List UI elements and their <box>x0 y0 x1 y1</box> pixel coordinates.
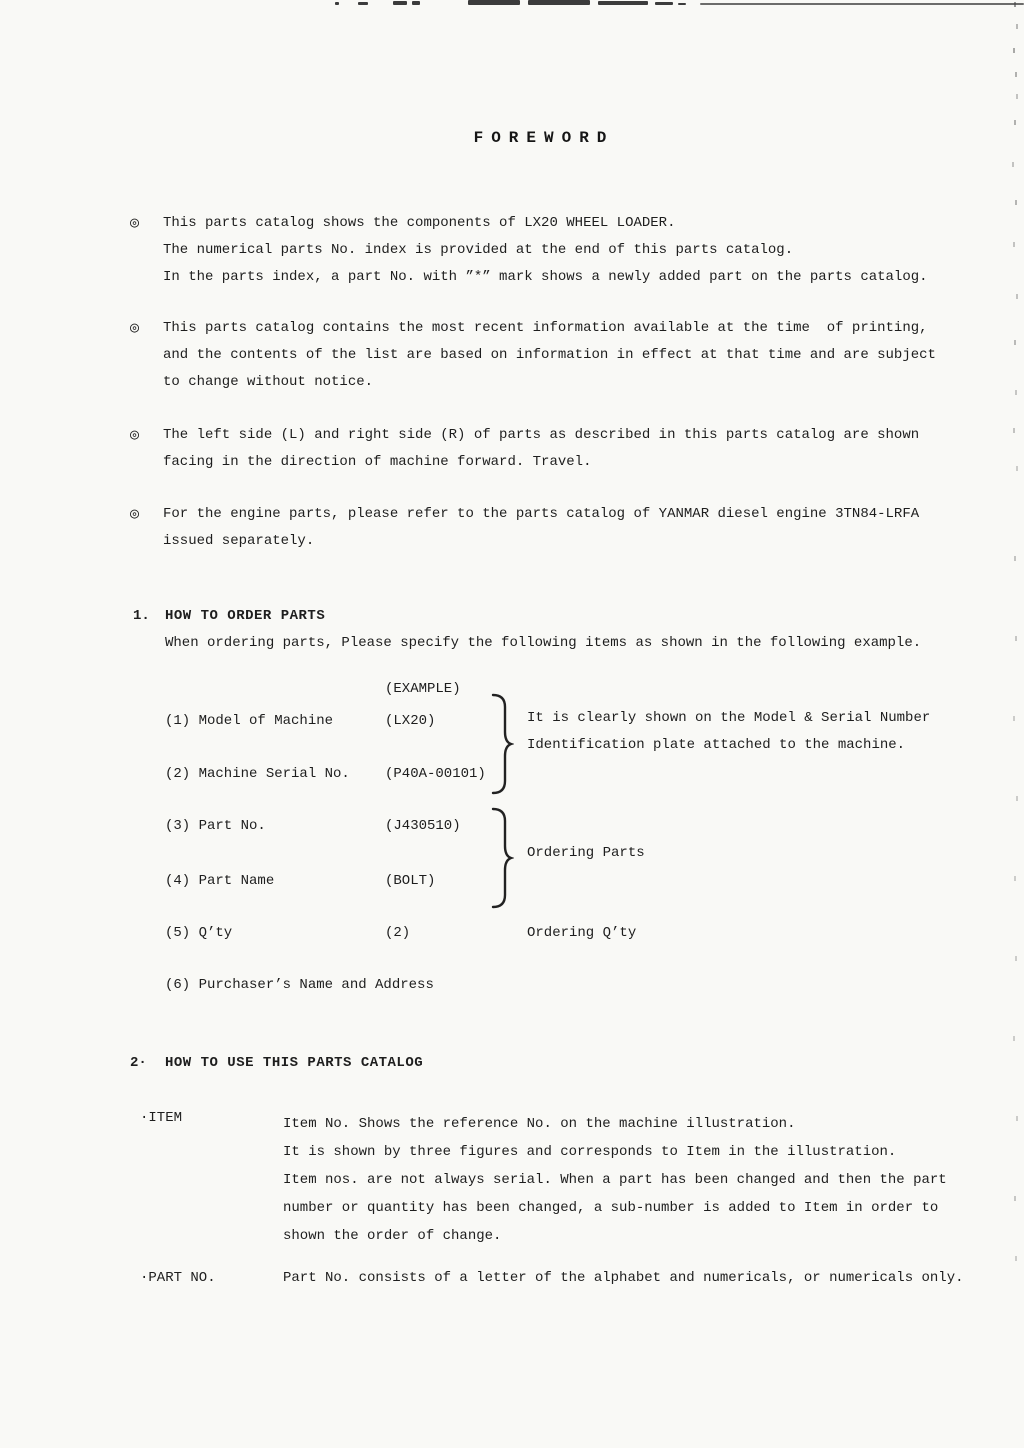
example-row-5-value: (2) <box>385 925 411 941</box>
bullet-icon: ◎ <box>130 506 140 523</box>
text-line: facing in the direction of machine forward. Travel. <box>163 454 592 470</box>
example-row-3-label: (3) Part No. <box>165 818 266 834</box>
bullet-text <box>163 315 936 396</box>
section-2-heading: HOW TO USE THIS PARTS CATALOG <box>165 1055 424 1071</box>
text-line: Item nos. are not always serial. When a part has been changed and then the part <box>283 1172 947 1188</box>
text-line: This parts catalog shows the components of LX20 WHEEL LOADER. <box>163 215 676 231</box>
example-label: (EXAMPLE) <box>385 681 461 697</box>
term-item-description <box>283 1110 947 1250</box>
example-row-5-label: (5) Q’ty <box>165 925 233 941</box>
text-line: This parts catalog contains the most recent information available at the time of printing, <box>163 320 928 336</box>
term-partno-label: ·PART NO. <box>140 1270 216 1286</box>
bullet-icon: ◎ <box>130 427 140 444</box>
foreword-bullet-1 <box>130 210 928 291</box>
text-line: In the parts index, a part No. with ”*” mark shows a newly added part on the parts catalog. <box>163 269 928 285</box>
term-partno-description: Part No. consists of a letter of the alphabet and numericals, or numericals only. <box>283 1270 964 1286</box>
section-2-number: 2· <box>130 1055 147 1071</box>
id-plate-note-line-1: It is clearly shown on the Model & Serial Number <box>527 710 931 726</box>
example-row-4-value: (BOLT) <box>385 873 436 889</box>
section-1-number: 1. <box>133 608 150 624</box>
bullet-text <box>163 501 919 555</box>
text-line: issued separately. <box>163 533 315 549</box>
example-row-2-value: (P40A-00101) <box>385 766 486 782</box>
text-line: It is shown by three figures and corresponds to Item in the illustration. <box>283 1144 897 1160</box>
example-row-2-label: (2) Machine Serial No. <box>165 766 350 782</box>
bullet-icon: ◎ <box>130 320 140 337</box>
text-line: shown the order of change. <box>283 1228 502 1244</box>
text-line: The left side (L) and right side (R) of parts as described in this parts catalog are shown <box>163 427 920 443</box>
text-line: The numerical parts No. index is provided at the end of this parts catalog. <box>163 242 794 258</box>
ordering-parts-note: Ordering Parts <box>527 845 645 861</box>
bullet-text <box>163 422 919 476</box>
brace-icon <box>490 806 514 910</box>
example-row-4-label: (4) Part Name <box>165 873 275 889</box>
example-row-1-value: (LX20) <box>385 713 436 729</box>
example-row-6-label: (6) Purchaser’s Name and Address <box>165 977 434 993</box>
text-line: and the contents of the list are based on information in effect at that time and are subject <box>163 347 936 363</box>
text-line: For the engine parts, please refer to the parts catalog of YANMAR diesel engine 3TN84-LRFA <box>163 506 920 522</box>
ordering-qty-note: Ordering Q’ty <box>527 925 637 941</box>
bullet-text <box>163 210 928 291</box>
section-1-intro: When ordering parts, Please specify the following items as shown in the following example. <box>165 635 922 651</box>
text-line: number or quantity has been changed, a sub-number is added to Item in order to <box>283 1200 939 1216</box>
foreword-bullet-2 <box>130 315 936 396</box>
foreword-bullet-3 <box>130 422 919 476</box>
term-item-label: ·ITEM <box>140 1110 183 1126</box>
example-row-1-label: (1) Model of Machine <box>165 713 334 729</box>
text-line: Item No. Shows the reference No. on the machine illustration. <box>283 1116 796 1132</box>
bullet-icon: ◎ <box>130 215 140 232</box>
id-plate-note-line-2: Identification plate attached to the machine. <box>527 737 906 753</box>
example-row-3-value: (J430510) <box>385 818 461 834</box>
page-title: FOREWORD <box>473 129 615 147</box>
text-line: to change without notice. <box>163 374 374 390</box>
brace-icon <box>490 692 514 796</box>
section-1-heading: HOW TO ORDER PARTS <box>165 608 326 624</box>
foreword-bullet-4 <box>130 501 919 555</box>
